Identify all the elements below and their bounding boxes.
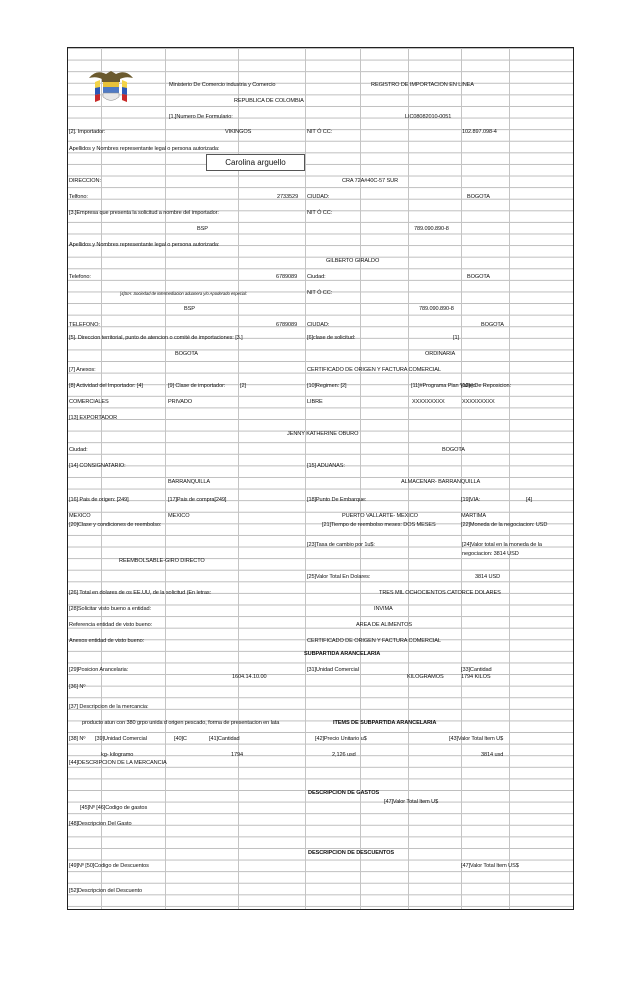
address-label: DIRECCION: (69, 178, 101, 184)
total-words-label: [26] Total en dolares de os EE.UU, de la solicitud (En letras: (69, 590, 212, 596)
presenter-label: [3.]Empresa que presenta la solicitud a nombre del importador: (69, 210, 219, 216)
ministry-name: Ministerio De Comercio industria y Comercio (169, 82, 276, 88)
exchange-rate-label: [23]Tasa de cambio por 1u$: (307, 542, 375, 548)
exporter-name: JENNY KATHERINE OBURO (287, 431, 359, 437)
importer-class: PRIVADO (168, 399, 193, 405)
presenter-nit-label: NIT Ó CC: (307, 210, 333, 216)
importer-nit: 102.897.098-4 (462, 129, 497, 135)
origin-country: MEXICO (69, 513, 91, 519)
importer-class-code: [2] (240, 383, 246, 389)
quantity-value: 1794 KILOS (461, 674, 491, 680)
reposition-value: XXXXXXXXX (462, 399, 495, 405)
reposition-label: [12]# De Reposicion: (461, 383, 511, 389)
expenses-title: DESCRIPCION DE GASTOS (308, 790, 380, 796)
col-unit: [39]Unidad Comercial (95, 736, 147, 742)
exporter-city-label: Ciudad: (69, 447, 88, 453)
regime-value: LIBRE (307, 399, 323, 405)
grid-line (238, 48, 239, 909)
items-title: ITEMS DE SUBPARTIDA ARANCELARIA (333, 720, 437, 726)
grid-line (305, 48, 306, 909)
importer-label: [2]. Importador: (69, 129, 106, 135)
exporter-label: [13] EXPORTADOR (69, 415, 118, 421)
merchandise-desc: producto atun con 380 grpo unida d origen pescado, forma de presentacion en lata (82, 720, 280, 726)
conditions-label: [20]Clase y condiciones de reembolso: (69, 522, 162, 528)
importer-rep-name: Carolina arguello (206, 154, 305, 171)
purchase-country: MEXICO (168, 513, 190, 519)
presenter-city-label: Ciudad: (307, 274, 326, 280)
sia-city-label: CIUDAD: (307, 322, 330, 328)
importer-nit-label: NIT Ó CC: (307, 129, 333, 135)
sia-name: BSP (184, 306, 195, 312)
merchandise-desc-label: [37] Descripcion de la mercancia: (69, 704, 149, 710)
grid-line (509, 48, 510, 909)
total-negotiation-line1: [24]Valor total en la moneda de la (462, 542, 542, 548)
exporter-city: BOGOTA (442, 447, 465, 453)
importer-class-label: [9] Clase de importador: (168, 383, 226, 389)
importer-city: BOGOTA (467, 194, 490, 200)
total-usd: 3814 USD (475, 574, 501, 580)
col-unit-price: [42]Precio Unitario u$ (315, 736, 367, 742)
col-total: [43]Valor Total Item U$ (449, 736, 504, 742)
republic-name: REPUBLICA DE COLOMBIA (234, 98, 304, 104)
commercial-unit-label: [31]Unidad Comercial (307, 667, 359, 673)
importer-name: VIKINGOS (225, 129, 252, 135)
col-qty: [41]Cantidad (209, 736, 240, 742)
consignee-city: BARRANQUILLA (168, 479, 211, 485)
tariff-position-label: [29]Posicion Arancelaria: (69, 667, 129, 673)
regime-label: [10]Regimen: [2] (307, 383, 347, 389)
commercial-unit: KILOGRAMOS (407, 674, 444, 680)
presenter-phone: 6789089 (276, 274, 298, 280)
importer-city-label: CIUDAD: (307, 194, 330, 200)
presenter-rep-label: Apellidos y Nombres representante legal o persona autorizada: (69, 242, 220, 248)
importer-rep-label: Apellidos y Nombres representante legal o persona autorizada: (69, 146, 220, 152)
item-desc-label: [44]DESCRIPCION DE LA MERCANCIA (69, 760, 167, 766)
expense-desc-label: [48]Descripcion Del Gasto (69, 821, 132, 827)
discount-code-label: [49]Nº [50]Codigo de Descuentos (69, 863, 149, 869)
activity-value: COMERCIALES (69, 399, 109, 405)
item-number-label: [36] Nº (69, 684, 86, 690)
consignee-label: [14] CONSIGNATARIO: (69, 463, 126, 469)
origin-country-label: [16] Pais de origen: [249] (69, 497, 129, 503)
sia-label: [4]SIA: Sociedad de intermediacion aduanera y/o Apoderado especial: (120, 291, 247, 296)
total-usd-label: [25]Valor Total En Dolares: (307, 574, 371, 580)
discounts-title: DESCRIPCION DE DESCUENTOS (308, 850, 394, 856)
annexes-label: [7] Anexos: (69, 367, 96, 373)
item-unit: kg- kilogramo (101, 752, 134, 758)
presenter-rep-name: GILBERTO GIRALDO (326, 258, 380, 264)
presenter-name: BSP (197, 226, 208, 232)
request-type-code: [1] (453, 335, 459, 341)
territorial-value: BOGOTA (175, 351, 198, 357)
total-negotiation-line2: negociacion: 3814 USD (462, 551, 519, 557)
total-words: TRES MIL OCHOCIENTOS CATORCE DOLARES (379, 590, 501, 596)
grid-line (101, 48, 102, 909)
via-value: MARTIMA (461, 513, 486, 519)
presenter-phone-label: Telefono: (69, 274, 91, 280)
expense-code-label: [45]Nº [46]Codigo de gastos (80, 805, 148, 811)
activity-label: [8] Actividad del Importador: [4] (69, 383, 143, 389)
col-item-no: [38] Nº (69, 736, 86, 742)
sia-city: BOGOTA (481, 322, 504, 328)
purchase-country-label: [17]Pais de compra[249] (168, 497, 227, 503)
colombia-coat-of-arms-logo (86, 66, 136, 108)
sia-phone-label: TELEFONO: (69, 322, 100, 328)
customs-label: [15] ADUANAS: (307, 463, 345, 469)
program-value: XXXXXXXXX (412, 399, 445, 405)
territorial-label: [5]. Direccion territorial, punto de atencion o comité de importaciones: [3.] (69, 335, 243, 341)
reimbursement-term: [21]Tiempo de reembolso meses: DOS MESES (322, 522, 436, 528)
annexes-value: CERTIFICADO DE ORIGEN Y FACTURA COMERCIAL (307, 367, 441, 373)
expense-value-label: [47]Valor Total Item U$ (384, 799, 439, 805)
item-qty: 1794 (231, 752, 244, 758)
registry-title: REGISTRO DE IMPORTACION EN LINEA (371, 82, 474, 88)
visto-label: [28]Solicitar visto bueno a entidad: (69, 606, 151, 612)
program-label: [11]#Programa Plan Vallejo (411, 383, 476, 389)
presenter-city: BOGOTA (467, 274, 490, 280)
importer-address: CRA 72A#40C-57 SUR (342, 178, 399, 184)
visto-value: INVIMA (374, 606, 393, 612)
port-value: PUERTO VALLARTE- MEXICO (342, 513, 418, 519)
annex-entity-label: Anexos entidad de visto bueno: (69, 638, 145, 644)
item-total: 3814 usd (481, 752, 504, 758)
import-registration-form (67, 47, 574, 910)
importer-phone: 2733529 (277, 194, 299, 200)
conditions-value: REEMBOLSABLE-GIRO DIRECTO (119, 558, 205, 564)
annex-entity-value: CERTIFICADO DE ORIGEN Y FACTURA COMERCIAL (307, 638, 441, 644)
form-number-label: [1.]Numero De Formulario: (169, 114, 233, 120)
quantity-label: [33]Cantidad (461, 667, 492, 673)
sia-nit-label: NIT Ó CC: (307, 290, 333, 296)
request-type-label: [6]clase de solicitud: (307, 335, 356, 341)
subpartida-title: SUBPARTIDA ARANCELARIA (304, 651, 381, 657)
sia-phone: 6789089 (276, 322, 298, 328)
via-label: [19]VIA: (461, 497, 481, 503)
form-number: LIC08082010-0051 (405, 114, 452, 120)
customs-value: ALMACENAR- BARRANQUILLA (401, 479, 481, 485)
port-label: [18]Punto De Embarque: (307, 497, 367, 503)
tariff-position: 1604.14.10.00 (232, 674, 267, 680)
request-type: ORDINARIA (425, 351, 456, 357)
importer-phone-label: Telfono: (69, 194, 88, 200)
item-price: 2,126 usd (332, 752, 356, 758)
discount-value-label: [47]Valor Total Item US$ (461, 863, 519, 869)
currency: [22]Moneda de la negociacion: USD (461, 522, 548, 528)
sia-nit: 789.090.890-8 (419, 306, 454, 312)
via-code: [4] (526, 497, 532, 503)
grid-line (165, 48, 166, 909)
ref-label: Referencia entidad de visto bueno: (69, 622, 153, 628)
col-c: [40]C (174, 736, 187, 742)
presenter-nit: 789.090.890-8 (414, 226, 449, 232)
ref-value: AREA DE ALIMENTOS (356, 622, 413, 628)
discount-desc-label: [52]Descripcion del Descuento (69, 888, 142, 894)
